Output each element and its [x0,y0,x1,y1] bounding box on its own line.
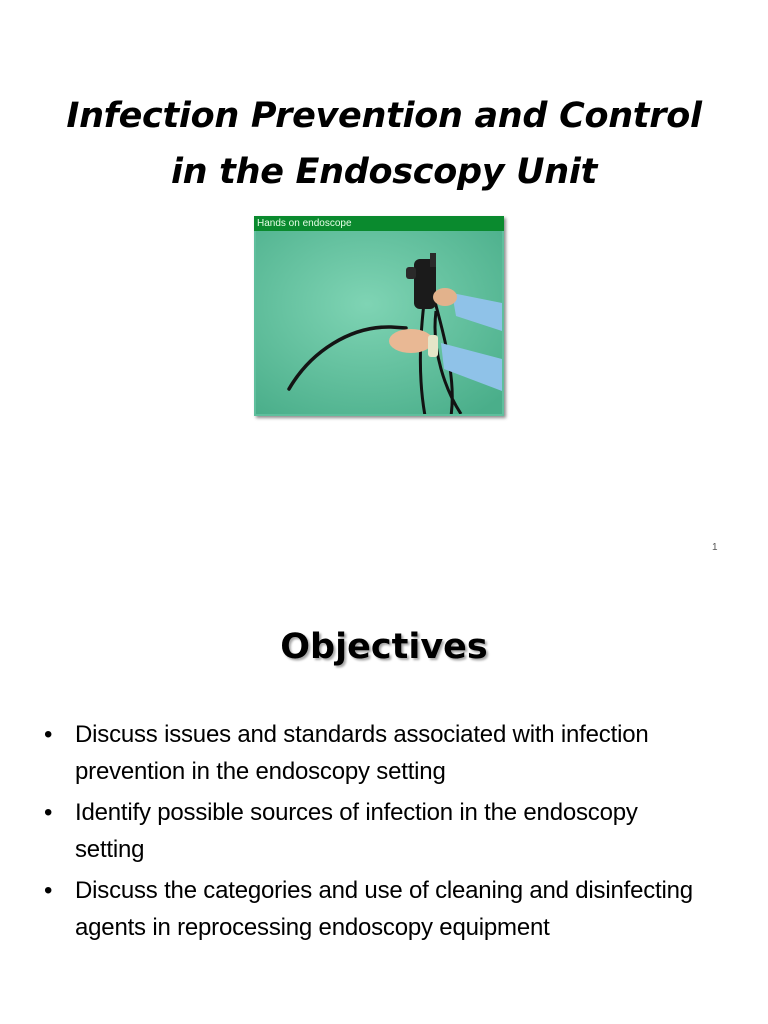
bullet-icon: • [44,799,53,826]
bullet-icon: • [44,721,53,748]
slide-title-heading [0,88,768,200]
list-item [44,872,734,946]
bullet-line: Discuss issues and standards associated with infection [75,721,649,748]
list-item [44,716,734,790]
page-number: 1 [712,542,718,553]
title-line-2: in the Endoscopy Unit [170,152,598,192]
endoscope-figure [254,216,504,416]
bullet-line: agents in reprocessing endoscopy equipment [75,914,550,941]
title-line-1: Infection Prevention and Control [66,96,702,136]
bullet-icon: • [44,877,53,904]
bullet-line: setting [75,836,145,863]
bullet-line: Identify possible sources of infection in the endoscopy [75,799,638,826]
bullet-line: Discuss the categories and use of cleaning and disinfecting [75,877,693,904]
bullet-line: prevention in the endoscopy setting [75,758,446,785]
figure-caption: Hands on endoscope [254,216,504,231]
slide-objectives [0,568,768,1024]
objectives-list [44,716,734,950]
list-item [44,794,734,868]
endoscope-photo [256,231,502,414]
objectives-heading: Objectives [280,627,488,667]
